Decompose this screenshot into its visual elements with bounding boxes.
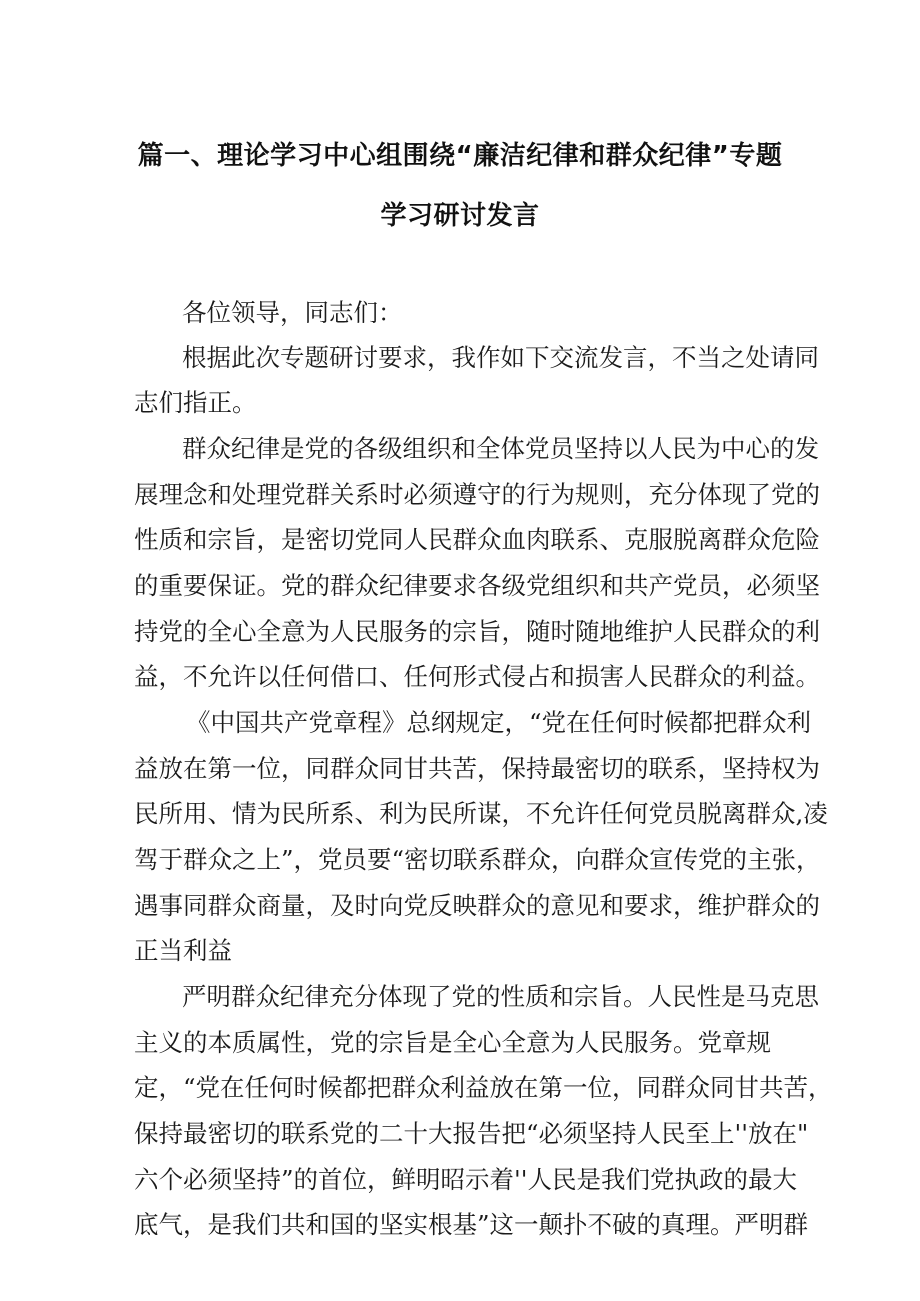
- paragraph-line: 根据此次专题研讨要求，我作如下交流发言，不当之处请同: [182, 343, 819, 372]
- paragraph-line: 《中国共产党章程》总纲规定，“党在任何时候都把群众利: [186, 708, 812, 737]
- paragraph-line: 主义的本质属性，党的宗旨是全心全意为人民服务。党章规: [134, 1028, 771, 1057]
- paragraph-line: 益放在第一位，同群众同甘共苦，保持最密切的联系，坚持权为: [134, 754, 820, 783]
- document-title-line-2: 学习研讨发言: [380, 201, 540, 231]
- paragraph-line: 志们指正。: [134, 388, 257, 417]
- paragraph-line: 保持最密切的联系党的二十大报告把“必须坚持人民至上''放在": [134, 1119, 809, 1148]
- paragraph-line: 群众纪律是党的各级组织和全体党员坚持以人民为中心的发: [182, 434, 819, 463]
- paragraph-line: 定，“党在任何时候都把群众利益放在第一位，同群众同甘共苦，: [134, 1073, 833, 1102]
- paragraph-line: 益，不允许以任何借口、任何形式侵占和损害人民群众的利益。: [134, 662, 820, 691]
- paragraph-line: 遇事同群众商量，及时向党反映群众的意见和要求，维护群众的: [134, 891, 820, 920]
- paragraph-line: 的重要保证。党的群众纪律要求各级党组织和共产党员，必须坚: [134, 571, 820, 600]
- paragraph-line: 展理念和处理党群关系时必须遵守的行为规则，充分体现了党的: [134, 480, 820, 509]
- paragraph-line: 六个必须坚持”的首位，鲜明昭示着''人民是我们党执政的最大: [134, 1165, 797, 1194]
- paragraph-line: 底气，是我们共和国的坚实根基”这一颠扑不破的真理。严明群: [134, 1210, 809, 1239]
- paragraph-line: 性质和宗旨，是密切党同人民群众血肉联系、克服脱离群众危险: [134, 525, 820, 554]
- paragraph-line: 持党的全心全意为人民服务的宗旨，随时随地维护人民群众的利: [134, 617, 820, 646]
- paragraph-line: 驾于群众之上”，党员要“密切联系群众，向群众宣传党的主张，: [134, 845, 821, 874]
- paragraph-line: 民所用、情为民所系、利为民所谋，不允许任何党员脱离群众,凌: [134, 799, 828, 828]
- salutation: 各位领导，同志们：: [182, 298, 403, 327]
- paragraph-line: 严明群众纪律充分体现了党的性质和宗旨。人民性是马克思: [182, 982, 819, 1011]
- document-title-line-1: 篇一、理论学习中心组围绕“廉洁纪律和群众纪律”专题: [137, 141, 783, 171]
- paragraph-line: 正当利益: [134, 936, 232, 965]
